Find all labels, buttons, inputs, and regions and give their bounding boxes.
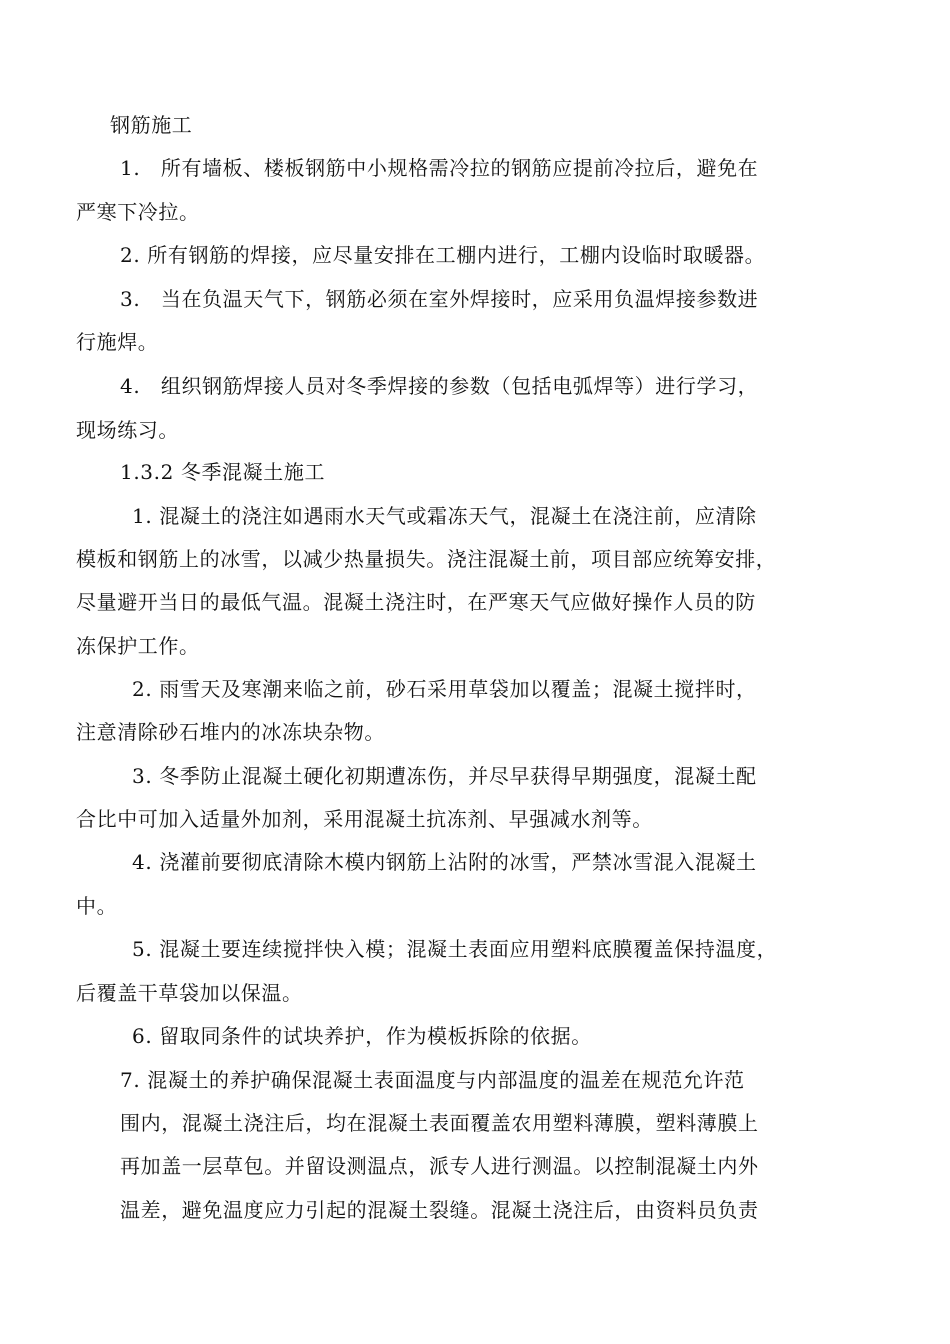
paragraph-line: 严寒下冷拉。 — [76, 200, 200, 224]
paragraph-line: 行施焊。 — [76, 330, 159, 354]
paragraph-line: 合比中可加入适量外加剂，采用混凝土抗冻剂、早强减水剂等。 — [76, 807, 653, 831]
paragraph-line: 3. 当在负温天气下，钢筋必须在室外焊接时，应采用负温焊接参数进 — [120, 287, 759, 311]
paragraph-line: 1. 所有墙板、楼板钢筋中小规格需冷拉的钢筋应提前冷拉后，避免在 — [120, 156, 759, 180]
paragraph-line: 7. 混凝土的养护确保混凝土表面温度与内部温度的温差在规范允许范 — [120, 1068, 745, 1092]
paragraph-line: 6. 留取同条件的试块养护，作为模板拆除的依据。 — [132, 1024, 592, 1048]
section-heading-rebar: 钢筋施工 — [110, 113, 193, 137]
paragraph-line: 模板和钢筋上的冰雪，以减少热量损失。浇注混凝土前，项目部应统筹安排， — [76, 547, 777, 571]
paragraph-line: 注意清除砂石堆内的冰冻块杂物。 — [76, 720, 385, 744]
paragraph-line: 再加盖一层草包。并留设测温点，派专人进行测温。以控制混凝土内外 — [120, 1154, 759, 1178]
paragraph-line: 3. 冬季防止混凝土硬化初期遭冻伤，并尽早获得早期强度，混凝土配 — [132, 764, 757, 788]
paragraph-line: 围内，混凝土浇注后，均在混凝土表面覆盖农用塑料薄膜，塑料薄膜上 — [120, 1111, 759, 1135]
paragraph-line: 温差，避免温度应力引起的混凝土裂缝。混凝土浇注后，由资料员负责 — [120, 1198, 759, 1222]
paragraph-line: 5. 混凝土要连续搅拌快入模；混凝土表面应用塑料底膜覆盖保持温度， — [132, 937, 778, 961]
paragraph-line: 冻保护工作。 — [76, 634, 200, 658]
paragraph-line: 中。 — [76, 894, 118, 918]
paragraph-line: 2. 雨雪天及寒潮来临之前，砂石采用草袋加以覆盖；混凝土搅拌时， — [132, 677, 757, 701]
paragraph-line: 4. 浇灌前要彻底清除木模内钢筋上沾附的冰雪，严禁冰雪混入混凝土 — [132, 850, 757, 874]
paragraph-line: 后覆盖干草袋加以保温。 — [76, 981, 303, 1005]
paragraph-line: 2. 所有钢筋的焊接，应尽量安排在工棚内进行，工棚内设临时取暖器。 — [120, 243, 766, 267]
paragraph-line: 1. 混凝土的浇注如遇雨水天气或霜冻天气，混凝土在浇注前，应清除 — [132, 504, 757, 528]
paragraph-line: 4. 组织钢筋焊接人员对冬季焊接的参数（包括电弧焊等）进行学习， — [120, 374, 759, 398]
paragraph-line: 尽量避开当日的最低气温。混凝土浇注时，在严寒天气应做好操作人员的防 — [76, 590, 756, 614]
paragraph-line: 现场练习。 — [76, 418, 179, 442]
section-heading-concrete: 1.3.2 冬季混凝土施工 — [120, 460, 326, 484]
